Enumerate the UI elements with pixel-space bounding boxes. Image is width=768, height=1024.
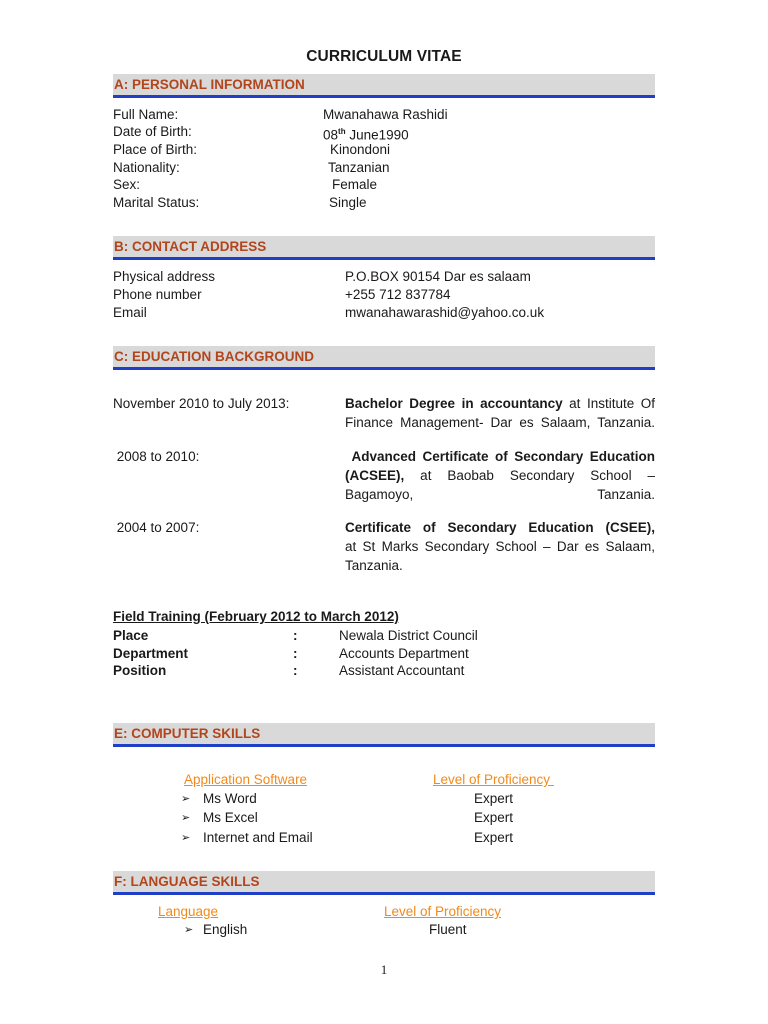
dob-month-year: June1990 xyxy=(345,127,409,143)
phone-value: +255 712 837784 xyxy=(345,287,451,302)
education-detail: at Baobab Secondary School – Bagamoyo, Tanzania. xyxy=(345,468,655,502)
language-col-language-header: Language xyxy=(158,904,219,919)
pob-label: Place of Birth: xyxy=(113,142,198,157)
education-detail: at Institute Of Finance Management- Dar es Salaam, Tanzania. xyxy=(345,396,655,430)
education-entry xyxy=(345,447,659,523)
computer-skill-level: Expert xyxy=(474,791,514,806)
field-training-heading: Field Training (February 2012 to March 2012) xyxy=(113,609,399,624)
bullet-arrow-icon: ➢ xyxy=(184,924,194,936)
department-label: Department xyxy=(113,646,189,661)
section-education-title: C: EDUCATION BACKGROUND xyxy=(114,349,314,364)
language-name: English xyxy=(203,922,248,937)
nationality-value: Tanzanian xyxy=(328,160,390,175)
bullet-arrow-icon: ➢ xyxy=(181,793,191,805)
section-personal-title: A: PERSONAL INFORMATION xyxy=(114,77,305,92)
computer-skill-name: Ms Excel xyxy=(203,810,258,825)
language-level: Fluent xyxy=(429,922,467,937)
bullet-arrow-icon: ➢ xyxy=(181,812,191,824)
section-language-header xyxy=(113,871,655,895)
page-number: 1 xyxy=(380,962,388,977)
department-colon: : xyxy=(293,646,298,661)
education-qualification: Certificate of Secondary Education (CSEE), xyxy=(345,520,655,535)
education-period: 2004 to 2007: xyxy=(113,520,200,535)
language-col-level-header: Level of Proficiency xyxy=(384,904,502,919)
section-computer-title: E: COMPUTER SKILLS xyxy=(114,726,261,741)
place-label: Place xyxy=(113,628,149,643)
section-contact-title: B: CONTACT ADDRESS xyxy=(114,239,267,254)
dob-day: 08 xyxy=(323,127,339,143)
document-title: CURRICULUM VITAE xyxy=(306,48,462,65)
physical-address-label: Physical address xyxy=(113,269,216,284)
full-name-label: Full Name: xyxy=(113,107,179,122)
department-value: Accounts Department xyxy=(339,646,469,661)
education-entry xyxy=(345,394,655,451)
education-detail: at St Marks Secondary School – Dar es Salaam, Tanzania. xyxy=(345,520,686,573)
education-qualification: Bachelor Degree in accountancy xyxy=(345,396,563,411)
computer-skill-level: Expert xyxy=(474,830,514,845)
marital-value: Single xyxy=(329,195,367,210)
position-label: Position xyxy=(113,663,167,678)
section-education-header xyxy=(113,346,655,370)
section-language-title: F: LANGUAGE SKILLS xyxy=(114,874,260,889)
email-label: Email xyxy=(113,305,147,320)
dob-label: Date of Birth: xyxy=(113,124,192,139)
physical-address-value: P.O.BOX 90154 Dar es salaam xyxy=(345,269,531,284)
dob-suffix: th xyxy=(338,127,346,136)
place-colon: : xyxy=(293,628,298,643)
computer-skill-level: Expert xyxy=(474,810,514,825)
education-period: 2008 to 2010: xyxy=(113,449,200,464)
sex-value: Female xyxy=(332,177,378,192)
section-personal-header xyxy=(113,74,655,98)
place-value: Newala District Council xyxy=(339,628,478,643)
computer-col-level-header: Level of Proficiency xyxy=(433,772,554,787)
phone-label: Phone number xyxy=(113,287,202,302)
computer-col-software-header: Application Software xyxy=(184,772,308,787)
section-computer-header xyxy=(113,723,655,747)
education-period: November 2010 to July 2013: xyxy=(113,396,290,411)
marital-label: Marital Status: xyxy=(113,195,200,210)
email-value: mwanahawarashid@yahoo.co.uk xyxy=(345,305,545,320)
education-entry xyxy=(345,518,686,594)
education-qualification: Advanced Certificate of Secondary Education (ACSEE), xyxy=(345,449,659,483)
computer-skill-name: Ms Word xyxy=(203,791,257,806)
sex-label: Sex: xyxy=(113,177,141,192)
position-colon: : xyxy=(293,663,298,678)
nationality-label: Nationality: xyxy=(113,160,180,175)
bullet-arrow-icon: ➢ xyxy=(181,832,191,844)
pob-value: Kinondoni xyxy=(330,142,391,157)
computer-skill-name: Internet and Email xyxy=(203,830,313,845)
section-contact-header xyxy=(113,236,655,260)
full-name-value: Mwanahawa Rashidi xyxy=(323,107,448,122)
position-value: Assistant Accountant xyxy=(339,663,465,678)
